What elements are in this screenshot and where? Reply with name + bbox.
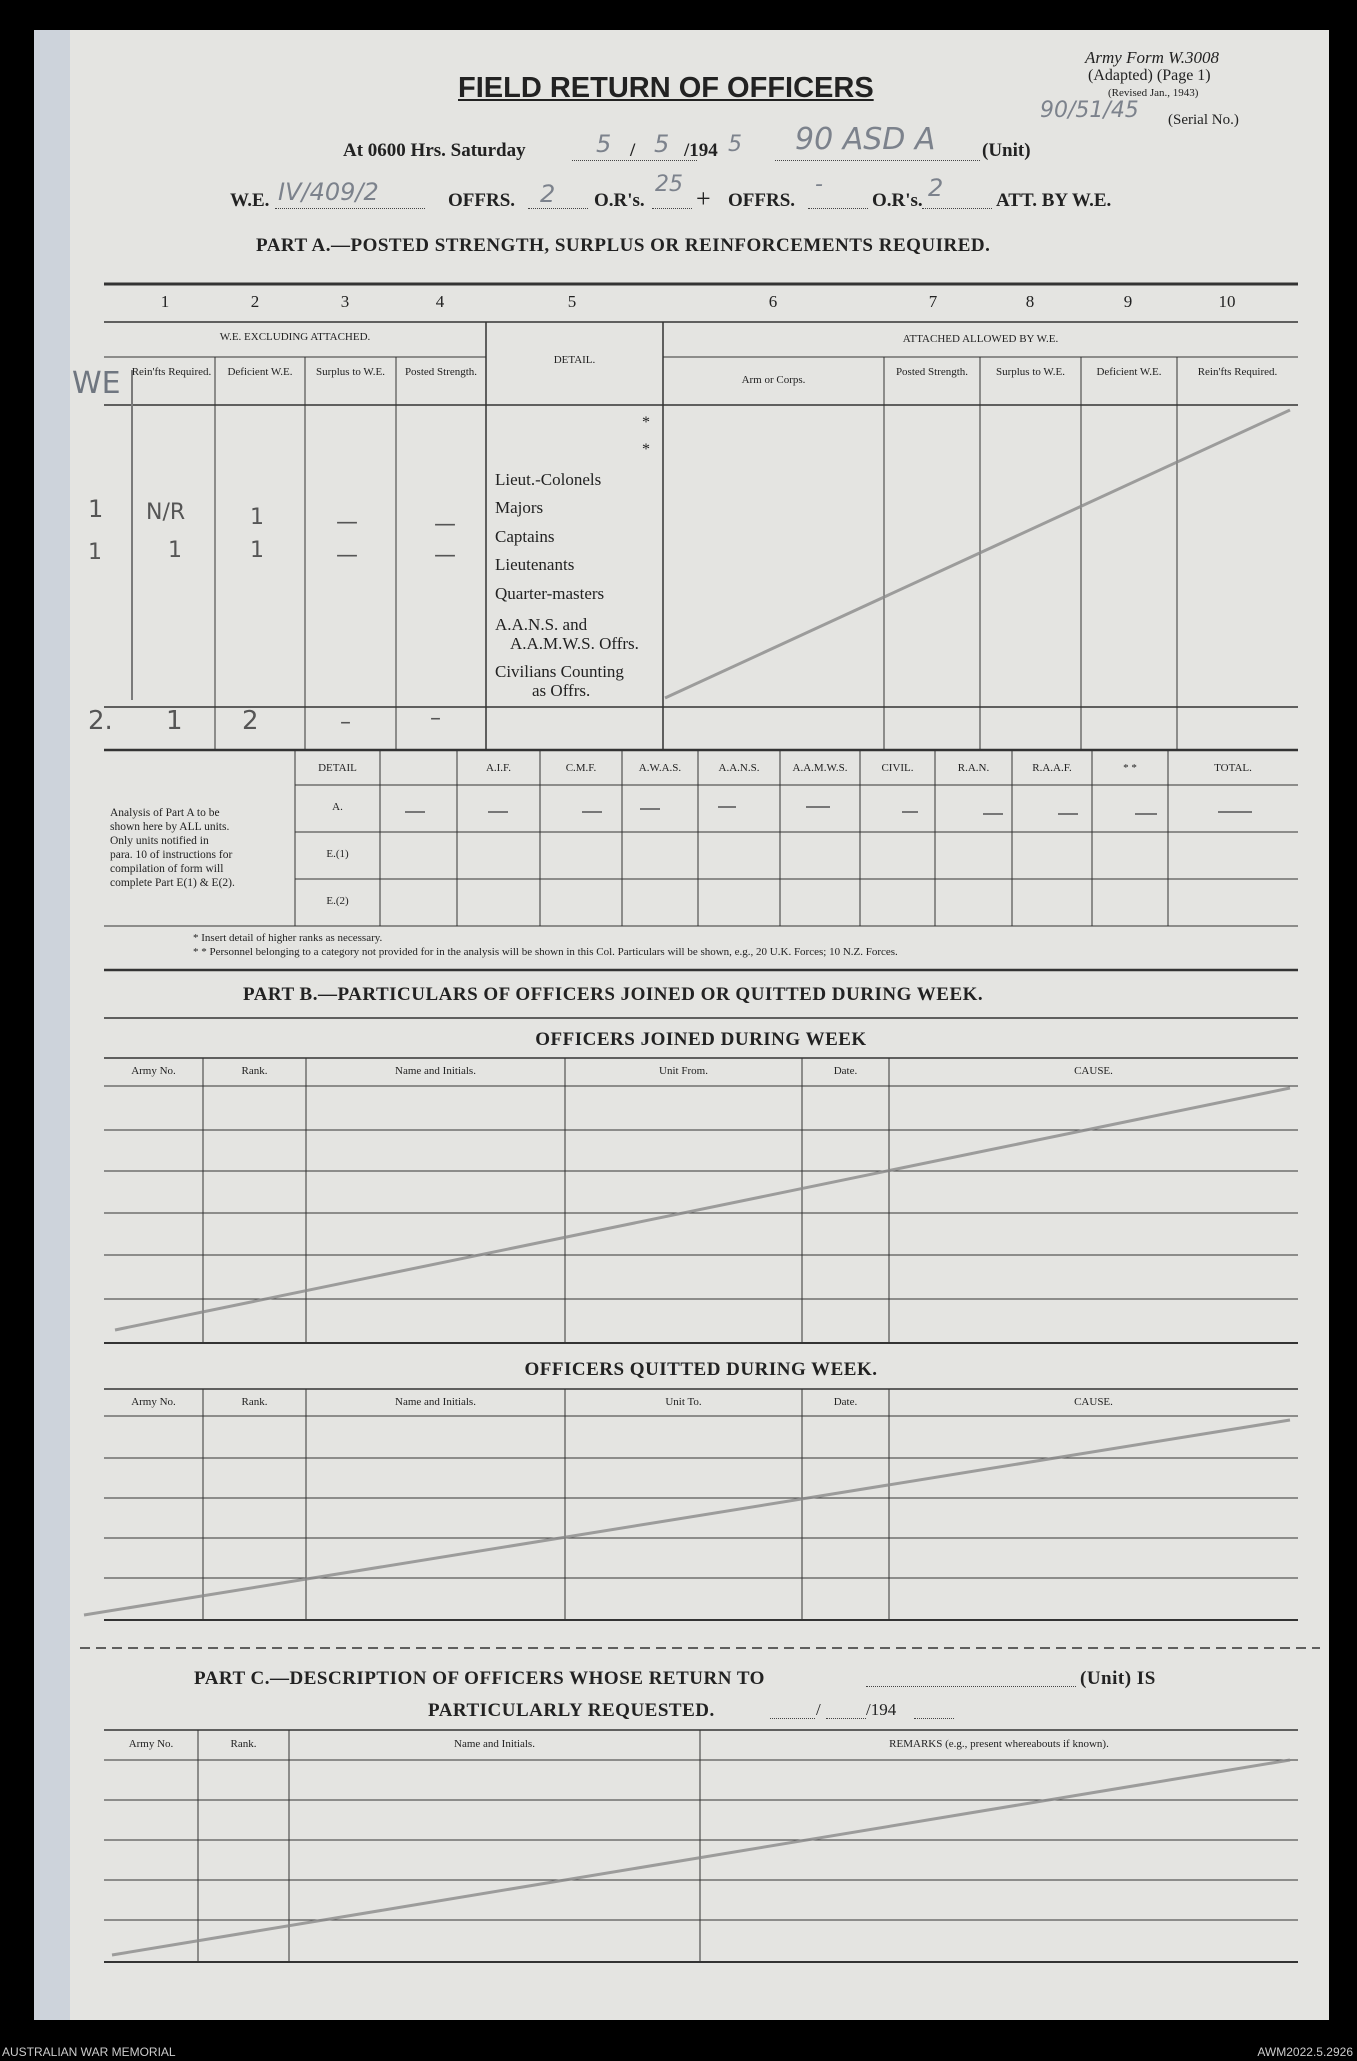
unit-label: (Unit) <box>982 140 1031 161</box>
hw-reinfts-1: N/R <box>146 500 186 525</box>
col-number: 3 <box>340 292 350 311</box>
footnote-2: * * Personnel belonging to a category not provided for in the analysis will be shown in this Col. Particulars will be shown, e.g., 20 U.K. Forces; 10 N.Z. Forces. <box>193 946 898 958</box>
hw-surplus-2: — <box>336 543 358 568</box>
head-arm-corps: Arm or Corps. <box>741 374 806 386</box>
quitted-head-name: Name and Initials. <box>395 1396 476 1408</box>
part-c-title-c: PARTICULARLY REQUESTED. <box>428 1700 715 1721</box>
part-c-date-sep: / <box>816 1700 821 1719</box>
part-c-date-field-3[interactable] <box>914 1718 954 1719</box>
page-title: FIELD RETURN OF OFFICERS <box>458 72 874 104</box>
footnote-1: * Insert detail of higher ranks as necessary. <box>193 932 383 944</box>
hw-surplus-1: — <box>336 510 358 535</box>
joined-title: OFFICERS JOINED DURING WEEK <box>535 1029 867 1050</box>
rank-captains: Captains <box>495 527 555 546</box>
head-posted-att: Posted Strength. <box>895 366 969 378</box>
analysis-head-ran: R.A.N. <box>957 762 990 774</box>
col-number: 6 <box>768 292 778 311</box>
rank-star-1: * <box>642 414 650 431</box>
part-b-title: PART B.—PARTICULARS OF OFFICERS JOINED OR QUITTED DURING WEEK. <box>243 984 984 1005</box>
quitted-head-cause: CAUSE. <box>1074 1396 1113 1408</box>
ors2-label: O.R's. <box>872 190 923 211</box>
part-c-date-field-2[interactable] <box>826 1718 866 1719</box>
margin-we-hw: WE <box>72 366 121 401</box>
footer-credit: AUSTRALIAN WAR MEMORIAL <box>2 2045 176 2059</box>
part-c-head-rank: Rank. <box>230 1738 257 1750</box>
form-id-line1: Army Form W.3008 <box>1085 48 1219 67</box>
col-number: 9 <box>1123 292 1133 311</box>
hw-margin-2: 1 <box>88 540 102 565</box>
pencil-dash <box>718 806 736 808</box>
pencil-dash <box>983 813 1003 815</box>
rank-lieutenants: Lieutenants <box>495 555 575 574</box>
quitted-head-unit-to: Unit To. <box>665 1396 702 1408</box>
part-c-date-year: /194 <box>866 1700 897 1719</box>
att-label: ATT. BY W.E. <box>996 190 1112 211</box>
rank-aamws: A.A.M.W.S. Offrs. <box>510 634 639 653</box>
analysis-head-other: * * <box>1123 762 1137 774</box>
hw-total-deficient: 2 <box>242 706 259 736</box>
date-year-hw: 5 <box>728 132 742 157</box>
head-deficient: Deficient W.E. <box>227 366 293 378</box>
date-sep: / <box>630 140 636 161</box>
hw-deficient-1: 1 <box>250 505 264 530</box>
joined-head-unit-from: Unit From. <box>659 1065 708 1077</box>
pencil-dash <box>582 811 602 813</box>
analysis-note-line: compilation of form will <box>110 863 224 875</box>
form-id-line3: (Revised Jan., 1943) <box>1108 87 1199 99</box>
pencil-dash <box>902 811 918 813</box>
serial-label: (Serial No.) <box>1168 112 1239 128</box>
head-surplus-att: Surplus to W.E. <box>995 366 1066 378</box>
col-number: 8 <box>1025 292 1035 311</box>
head-deficient-att: Deficient W.E. <box>1096 366 1162 378</box>
part-c-head-name: Name and Initials. <box>454 1738 535 1750</box>
ors2-handwritten: 2 <box>928 174 944 202</box>
footer-accession: AWM2022.5.2926 <box>1257 2045 1353 2059</box>
analysis-note-line: Analysis of Part A to be <box>110 807 220 819</box>
head-surplus: Surplus to W.E. <box>315 366 386 378</box>
hw-reinfts-2: 1 <box>168 538 182 563</box>
analysis-row-a: A. <box>332 801 343 813</box>
analysis-note <box>110 806 290 890</box>
joined-head-army-no: Army No. <box>131 1065 176 1077</box>
quitted-head-date: Date. <box>833 1396 858 1408</box>
date-day: 5 <box>596 130 612 158</box>
analysis-head-aif: A.I.F. <box>485 762 512 774</box>
hw-total-surplus: – <box>340 710 351 735</box>
head-reinfts-att: Rein'fts Required. <box>1197 366 1278 378</box>
col-number: 1 <box>160 292 170 311</box>
part-c-unit-field[interactable] <box>866 1686 1076 1687</box>
part-c-head-remarks: REMARKS (e.g., present whereabouts if known). <box>889 1738 1109 1750</box>
rank-civilians: Civilians Counting <box>495 662 624 681</box>
analysis-row-e1: E.(1) <box>326 848 349 860</box>
date-year-prefix: /194 <box>684 140 718 161</box>
analysis-head-raaf: R.A.A.F. <box>1032 762 1072 774</box>
col-number: 7 <box>928 292 938 311</box>
joined-head-cause: CAUSE. <box>1074 1065 1113 1077</box>
at-label: At 0600 Hrs. Saturday <box>343 140 526 161</box>
pencil-dash <box>806 806 830 808</box>
pencil-dash <box>405 811 425 813</box>
head-reinfts: Rein'fts Required. <box>131 366 212 378</box>
plus-sign: + <box>696 184 711 213</box>
attached-header: ATTACHED ALLOWED BY W.E. <box>902 333 1059 345</box>
part-c-title-a: PART C.—DESCRIPTION OF OFFICERS WHOSE RETURN TO <box>194 1668 765 1689</box>
col-number: 10 <box>1218 292 1236 311</box>
rank-lieut-colonels: Lieut.-Colonels <box>495 470 602 489</box>
rank-aans: A.A.N.S. and <box>495 615 588 634</box>
pencil-dash <box>1058 813 1078 815</box>
quitted-head-rank: Rank. <box>241 1396 268 1408</box>
date-month: 5 <box>654 130 670 158</box>
col-number: 5 <box>567 292 577 311</box>
col-number: 4 <box>435 292 445 311</box>
hw-margin-1: 1 <box>88 495 104 523</box>
quitted-title: OFFICERS QUITTED DURING WEEK. <box>524 1359 878 1380</box>
offrs2-handwritten: - <box>815 172 823 197</box>
offrs2-label: OFFRS. <box>728 190 796 211</box>
offrs-label: OFFRS. <box>448 190 516 211</box>
ors-handwritten: 25 <box>655 172 683 197</box>
ors-label: O.R's. <box>594 190 645 211</box>
rank-star-2: * <box>642 441 650 458</box>
hw-posted-2: — <box>434 543 456 568</box>
col-number: 2 <box>250 292 260 311</box>
pencil-dash <box>1135 813 1157 815</box>
we-excluding-header: W.E. EXCLUDING ATTACHED. <box>219 331 371 343</box>
pencil-dash <box>1218 811 1252 813</box>
analysis-head-civil: CIVIL. <box>881 762 914 774</box>
hw-total-margin: 2. <box>88 706 113 736</box>
part-a-title: PART A.—POSTED STRENGTH, SURPLUS OR REINFORCEMENTS REQUIRED. <box>256 235 991 256</box>
offrs-handwritten: 2 <box>540 180 556 208</box>
pencil-dash <box>640 808 660 810</box>
analysis-row-e2: E.(2) <box>326 895 349 907</box>
analysis-head-awas: A.W.A.S. <box>638 762 682 774</box>
unit-handwritten: 90 ASD A <box>795 122 936 157</box>
rank-majors: Majors <box>495 498 544 517</box>
hw-deficient-2: 1 <box>250 538 264 563</box>
analysis-head-cmf: C.M.F. <box>565 762 597 774</box>
part-c-date-field-1[interactable] <box>770 1718 815 1719</box>
rank-quartermasters: Quarter-masters <box>495 584 605 603</box>
hw-posted-1: — <box>434 512 456 537</box>
quitted-head-army-no: Army No. <box>131 1396 176 1408</box>
analysis-head-detail: DETAIL <box>318 762 357 774</box>
analysis-head-total: TOTAL. <box>1214 762 1252 774</box>
analysis-head-aamws: A.A.M.W.S. <box>792 762 848 774</box>
pencil-dash <box>488 811 508 813</box>
serial-number-handwritten: 90/51/45 <box>1040 98 1139 123</box>
we-label: W.E. <box>230 190 270 211</box>
analysis-note-line: shown here by ALL units. <box>110 821 230 833</box>
part-c-head-army-no: Army No. <box>128 1738 174 1750</box>
analysis-head-aans: A.A.N.S. <box>718 762 760 774</box>
joined-head-name: Name and Initials. <box>395 1065 476 1077</box>
analysis-note-line: para. 10 of instructions for <box>110 849 233 861</box>
joined-head-rank: Rank. <box>241 1065 268 1077</box>
head-posted: Posted Strength. <box>404 366 478 378</box>
analysis-note-line: complete Part E(1) & E(2). <box>110 877 235 889</box>
rank-as-offrs: as Offrs. <box>532 681 591 700</box>
we-handwritten: IV/409/2 <box>278 178 379 206</box>
analysis-note-line: Only units notified in <box>110 835 209 847</box>
hw-total-posted: – <box>430 706 441 731</box>
detail-header: DETAIL. <box>553 354 596 366</box>
joined-head-date: Date. <box>833 1065 858 1077</box>
hw-total-reinfts: 1 <box>166 706 183 736</box>
form-id-line2: (Adapted) (Page 1) <box>1088 67 1211 84</box>
part-c-title-b: (Unit) IS <box>1080 1668 1156 1689</box>
